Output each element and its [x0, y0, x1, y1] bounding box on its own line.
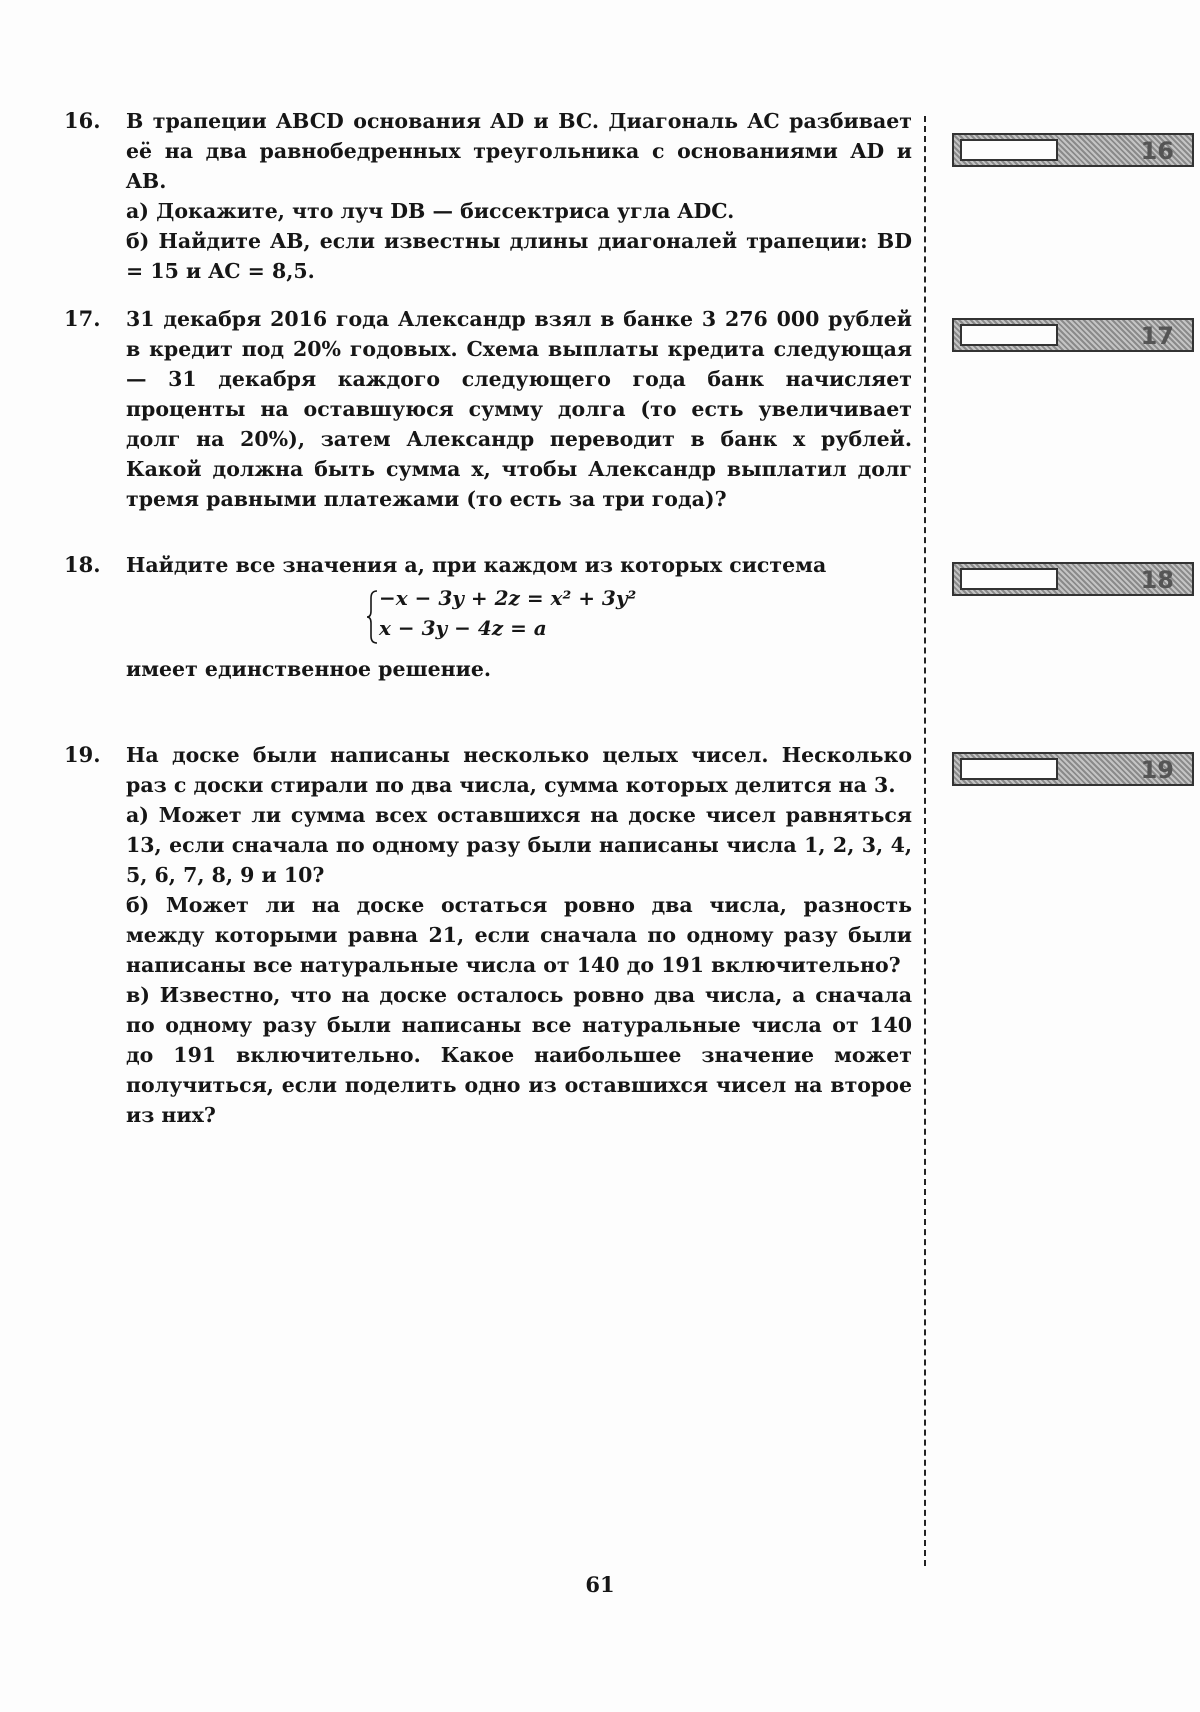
answer-field[interactable] [960, 568, 1058, 590]
problem-number: 16. [64, 108, 101, 133]
answer-box-16 [952, 133, 1194, 167]
page-number: 61 [585, 1572, 615, 1597]
problem-text: В трапеции ABCD основания AD и BC. Диагональ AC разбивает её на два равнобедренных треугольника с основаниями AD и AB. [126, 109, 912, 193]
problem-16 [64, 106, 912, 286]
problem-18 [64, 550, 912, 684]
answer-box-18 [952, 562, 1194, 596]
problem-19 [64, 740, 912, 1130]
problem-17 [64, 304, 912, 514]
equation-2: x − 3y − 4z = a [379, 616, 547, 640]
problem-part-b: б) Может ли на доске остаться ровно два числа, разность между которыми равна 21, если сначала по одному разу были написаны все натуральные числа от 140 до 191 включительно? [126, 893, 912, 977]
answer-tag: 19 [1140, 756, 1174, 784]
problem-intro: Найдите все значения a, при каждом из которых система [126, 553, 827, 577]
problem-part-b: б) Найдите AB, если известны длины диагоналей трапеции: BD = 15 и AC = 8,5. [126, 229, 912, 283]
problem-part-c: в) Известно, что на доске осталось ровно два числа, а сначала по одному разу были написаны все натуральные числа от 140 до 191 включительно. Какое наибольшее значение может получиться, если поделить одно из оставшихся чисел на второе из них? [126, 983, 912, 1127]
answer-tag: 17 [1140, 322, 1174, 350]
equation-system [126, 586, 912, 646]
problem-number: 19. [64, 742, 101, 767]
answer-field[interactable] [960, 139, 1058, 161]
problem-part-a: а) Докажите, что луч DB — биссектриса угла ADC. [126, 199, 735, 223]
problem-number: 18. [64, 552, 101, 577]
problem-part-a: а) Может ли сумма всех оставшихся на доске чисел равняться 13, если сначала по одному разу были написаны числа 1, 2, 3, 4, 5, 6, 7, 8, 9 и 10? [126, 803, 912, 887]
problem-text: 31 декабря 2016 года Александр взял в банке 3 276 000 рублей в кредит под 20% годовых. Схема выплаты кредита следующая — 31 декабря каждого следующего года банк начисляет проценты на оставшуюся сумму долга (то есть увеличивает долг на 20%), затем Александр переводит в банк x рублей. Какой должна быть сумма x, чтобы Александр выплатил долг тремя равными платежами (то есть за три года)? [126, 307, 912, 511]
problem-text: На доске были написаны несколько целых чисел. Несколько раз с доски стирали по два числа, сумма которых делится на 3. [126, 743, 912, 797]
answer-tag: 18 [1140, 566, 1174, 594]
answer-field[interactable] [960, 324, 1058, 346]
problem-outro: имеет единственное решение. [126, 657, 492, 681]
problem-number: 17. [64, 306, 101, 331]
brace-icon [366, 590, 378, 644]
cut-line [924, 116, 926, 1566]
equation-1: −x − 3y + 2z = x² + 3y² [379, 586, 637, 610]
answer-box-17 [952, 318, 1194, 352]
answer-box-19 [952, 752, 1194, 786]
answer-field[interactable] [960, 758, 1058, 780]
answer-tag: 16 [1140, 137, 1174, 165]
